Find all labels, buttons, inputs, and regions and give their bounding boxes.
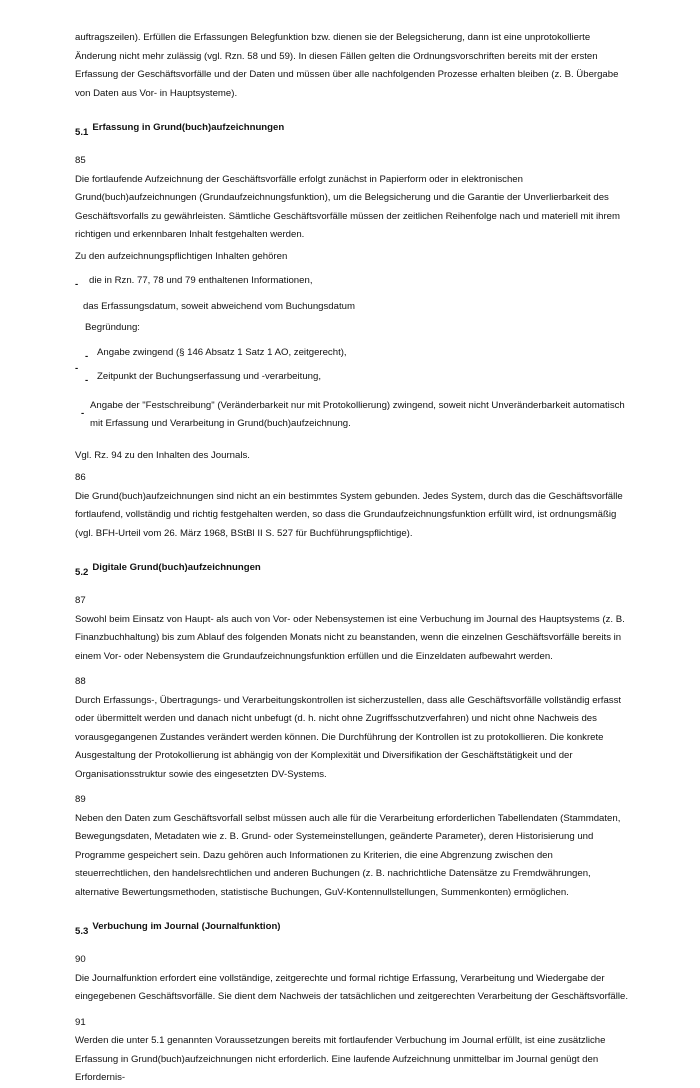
paragraph-89: Neben den Daten zum Geschäftsvorfall selbst müssen auch alle für die Verarbeitung erforderlichen Tabellendaten (Stammdaten, Bewegungsdaten, Metadaten wie z. B. Grund- oder Systemeinstellungen, geänderte Parameter), deren Historisierung und Programme gespeichert sein. Dazu gehören auch Informationen zu Kriterien, die eine Abgrenzung zwischen den steuerrechtlichen, den handelsrechtlichen und anderen Buchungen (z. B. nachrichtliche Datensätze zu Fremdwährungen, alternative Bewertungsmethoden, statistische Buchungen, GuV-Kontennullstellungen, Summenkonten) ermöglichen. <box>75 812 621 898</box>
margin-number-88: 88 <box>75 676 86 687</box>
document-page <box>75 29 630 1088</box>
list-intro: Zu den aufzeichnungspflichtigen Inhalten gehören <box>75 250 288 262</box>
list-item <box>75 298 630 338</box>
bullet-dash: - <box>75 279 79 290</box>
bullet-dash: - <box>85 375 89 386</box>
section-title: Verbuchung im Journal (Journalfunktion) <box>92 921 281 932</box>
bullet-dash: - <box>85 350 89 362</box>
bullet-dash: - <box>81 407 85 419</box>
sub-list-item <box>75 344 630 363</box>
margin-number-90: 90 <box>75 954 86 965</box>
sub-list-item <box>75 397 630 434</box>
section-title: Erfassung in Grund(buch)aufzeichnungen <box>92 122 285 133</box>
paragraph-85: Die fortlaufende Aufzeichnung der Geschäftsvorfälle erfolgt zunächst in Papierform oder in elektronischen Grund(buch)aufzeichnungen (Grundaufzeichnungsfunktion), um die Belegsicherung und die Garantie der Unverlierbarkeit des Geschäftsvorfalls zu gewährleisten. Sämtliche Geschäftsvorfälle müssen der zeitlichen Reihenfolge nach und materiell mit ihrem richtigen und erkennbaren Inhalt festgehalten werden. <box>75 173 620 240</box>
section-heading-5-3 <box>75 920 630 939</box>
paragraph-87: Sowohl beim Einsatz von Haupt- als auch von Vor- oder Nebensystemen ist eine Verbuchung im Journal des Hauptsystems (z. B. Finanzbuchhaltung) bis zum Ablauf des folgenden Monats nicht zu beanstanden, wenn die einzelnen Geschäftsvorfälle bereits in einem Vor- oder Nebensystem die Grundaufzeichnungsfunktion erfüllen und die Einzeldaten aufbewahrt werden. <box>75 613 625 662</box>
list-item-text: das Erfassungsdatum, soweit abweichend vom Buchungsdatum <box>83 300 355 312</box>
list-item <box>75 272 630 291</box>
section-heading-5-2 <box>75 561 630 580</box>
margin-number-91: 91 <box>75 1016 86 1028</box>
list-item-text: Zeitpunkt der Buchungserfassung und -verarbeitung, <box>97 371 321 382</box>
list-item <box>75 363 630 387</box>
bullet-dash: - <box>75 363 79 374</box>
paragraph-88: Durch Erfassungs-, Übertragungs- und Verarbeitungskontrollen ist sicherzustellen, dass alle Geschäftsvorfälle vollständig erfasst oder übermittelt werden und danach nicht unbefugt (d. h. nicht ohne Zugriffsschutzverfahren) und nicht ohne Nachweis des vorausgegangenen Zustandes verändert werden können. Die Durchführung der Kontrollen ist zu protokollieren. Die konkrete Ausgestaltung der Protokollierung ist abhängig von der Komplexität und Diversifikation der Geschäftstätigkeit und der Organisationsstruktur sowie des eingesetzten DV-Systems. <box>75 694 622 780</box>
paragraph-86: Die Grund(buch)aufzeichnungen sind nicht an ein bestimmtes System gebunden. Jedes System, durch das die Geschäftsvorfälle fortlaufend, vollständig und richtig festgehalten werden, so dass die Grundaufzeichnungsfunktion erfüllt wird, ist ordnungsmäßig (vgl. BFH-Urteil vom 26. März 1968, BStBl II S. 527 für Buchführungspflichtige). <box>75 490 623 539</box>
section-number: 5.3 <box>75 926 89 937</box>
section-number: 5.1 <box>75 127 89 138</box>
section-title: Digitale Grund(buch)aufzeichnungen <box>92 562 261 573</box>
section-number: 5.2 <box>75 567 89 578</box>
margin-number-89: 89 <box>75 794 86 805</box>
sub-list-item-text: Angabe zwingend (§ 146 Absatz 1 Satz 1 AO, zeitgerecht), <box>97 346 347 358</box>
sub-label: Begründung: <box>85 322 140 333</box>
reference-note: Vgl. Rz. 94 zu den Inhalten des Journals. <box>75 449 250 461</box>
section-heading-5-1 <box>75 121 630 140</box>
margin-number-87: 87 <box>75 595 86 606</box>
list-item-text: die in Rzn. 77, 78 und 79 enthaltenen Informationen, <box>89 275 313 286</box>
margin-number-86: 86 <box>75 472 86 483</box>
intro-paragraph: auftragszeilen). Erfüllen die Erfassungen Belegfunktion bzw. dienen sie der Belegsicherung, dann ist eine unprotokollierte Änderung nicht mehr zulässig (vgl. Rzn. 58 und 59). In diesen Fällen gelten die Ordnungsvorschriften bereits mit der ersten Erfassung der Geschäftsvorfälle und der Daten und müssen über alle nachfolgenden Prozesse erhalten bleiben (z. B. Übergabe von Daten aus Vor- in Hauptsysteme). <box>75 32 619 99</box>
paragraph-90: Die Journalfunktion erfordert eine vollständige, zeitgerechte und formal richtige Erfassung, Verarbeitung und Wiedergabe der eingegebenen Geschäftsvorfälle. Sie dient dem Nachweis der tatsächlichen und zeitgerechten Verarbeitung der Geschäftsvorfälle. <box>75 972 629 1002</box>
margin-number-85: 85 <box>75 155 86 166</box>
sub-list-item-text: Angabe der "Festschreibung" (Veränderbarkeit nur mit Protokollierung) zwingend, soweit nicht Unveränderbarkeit automatisch mit Erfassung und Verarbeitung in Grund(buch)aufzeichnung. <box>90 399 625 429</box>
paragraph-91: Werden die unter 5.1 genannten Voraussetzungen bereits mit fortlaufender Verbuchung im Journal erfüllt, ist eine zusätzliche Erfassung in Grund(buch)aufzeichnungen nicht erforderlich. Eine laufende Aufzeichnung unmittelbar im Journal genügt den Erfordernis- <box>75 1035 606 1083</box>
